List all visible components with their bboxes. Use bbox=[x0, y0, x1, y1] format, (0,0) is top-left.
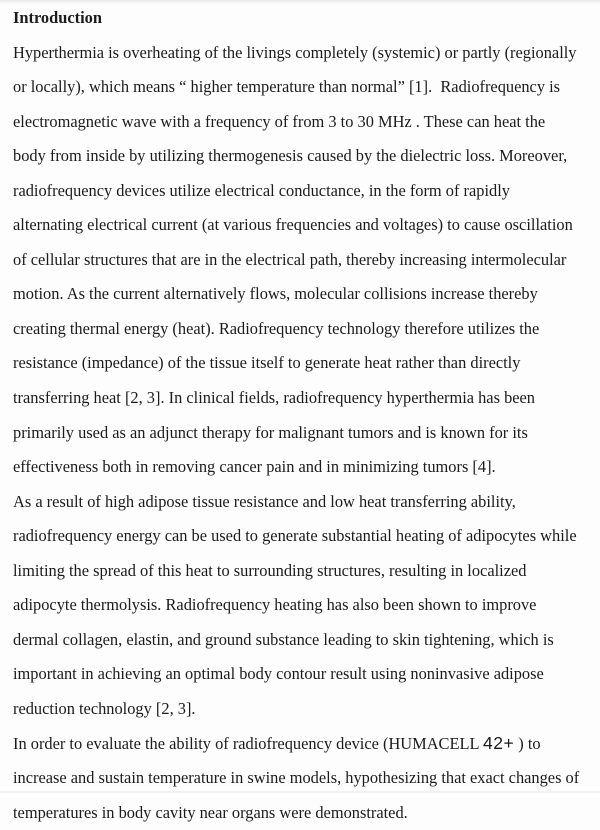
text-line: radiofrequency devices utilize electrical conductance, in the form of rapidly bbox=[13, 180, 510, 200]
text-line: important in achieving an optimal body contour result using noninvasive adipose bbox=[13, 664, 544, 684]
text-line: resistance (impedance) of the tissue itself to generate heat rather than directly bbox=[13, 353, 521, 373]
text-line: As a result of high adipose tissue resistance and low heat transferring ability, bbox=[13, 491, 516, 511]
text-line: adipocyte thermolysis. Radiofrequency heating has also been shown to improve bbox=[13, 595, 537, 615]
text-line: electromagnetic wave with a frequency of from 3 to 30 MHz . These can heat the bbox=[13, 111, 546, 131]
text-line: alternating electrical current (at various frequencies and voltages) to cause oscillation bbox=[13, 215, 573, 235]
text-line: increase and sustain temperature in swine models, hypothesizing that exact changes of bbox=[13, 768, 580, 788]
text-line: dermal collagen, elastin, and ground substance leading to skin tightening, which is bbox=[13, 629, 554, 649]
device-number: 42+ bbox=[483, 733, 515, 754]
text-line: or locally), which means “ higher temperature than normal” [1]. Radiofrequency is bbox=[13, 77, 561, 97]
text-line: creating thermal energy (heat). Radiofrequency technology therefore utilizes the bbox=[13, 318, 540, 338]
section-heading: Introduction bbox=[13, 8, 102, 27]
text-line: Hyperthermia is overheating of the livings completely (systemic) or partly (regionally bbox=[13, 42, 577, 62]
text-line: radiofrequency energy can be used to generate substantial heating of adipocytes while bbox=[13, 526, 577, 546]
introduction-section bbox=[13, 1, 595, 830]
text-segment: ) to bbox=[514, 734, 541, 754]
text-line: transferring heat [2, 3]. In clinical fields, radiofrequency hyperthermia has been bbox=[13, 388, 536, 408]
text-line: body from inside by utilizing thermogenesis caused by the dielectric loss. Moreover, bbox=[13, 146, 568, 166]
text-line: effectiveness both in removing cancer pain and in minimizing tumors [4]. bbox=[13, 457, 496, 477]
text-line: limiting the spread of this heat to surrounding structures, resulting in localized bbox=[13, 560, 527, 580]
text-line: motion. As the current alternatively flows, molecular collisions increase thereby bbox=[13, 284, 538, 304]
text-line: reduction technology [2, 3]. bbox=[13, 698, 196, 718]
text-line bbox=[13, 726, 595, 761]
text-segment: In order to evaluate the ability of radiofrequency device (HUMACELL bbox=[13, 734, 483, 754]
text-line: primarily used as an adjunct therapy for malignant tumors and is known for its bbox=[13, 422, 528, 442]
paragraph-lines bbox=[13, 36, 595, 830]
text-line: of cellular structures that are in the electrical path, thereby increasing intermolecular bbox=[13, 249, 567, 269]
text-line: temperatures in body cavity near organs were demonstrated. bbox=[13, 802, 408, 822]
